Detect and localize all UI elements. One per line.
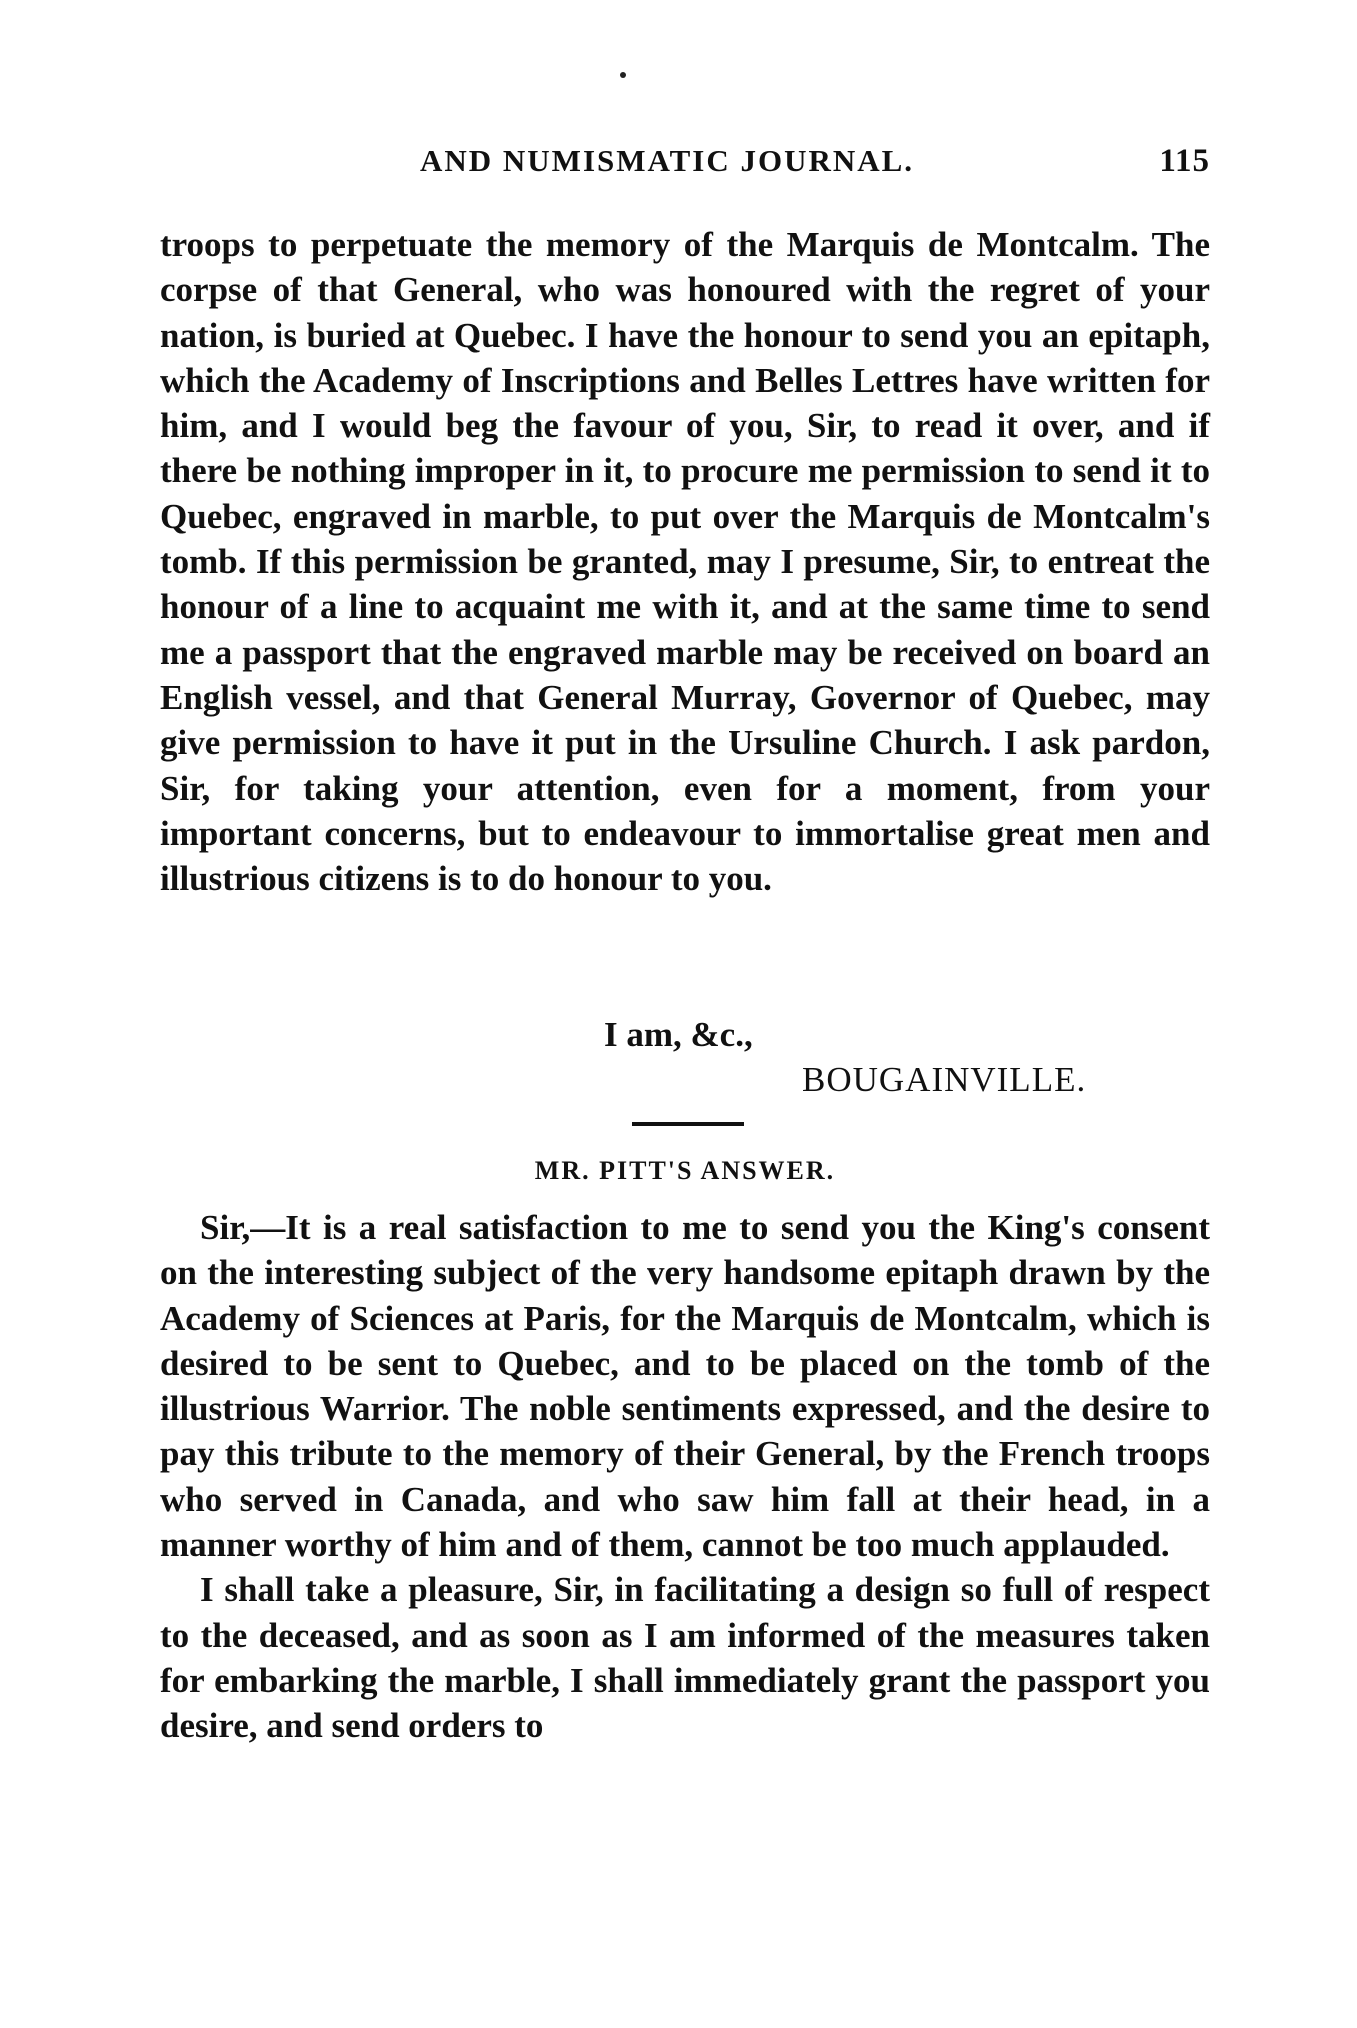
letter-body-paragraph: troops to perpetuate the memory of the Marquis de Montcalm. The corpse of that General, who was honoured with the regret of your nation, is buried at Quebec. I have the honour to send you an epitaph, which the Academy of Inscriptions and Belles Lettres have written for him, and I would beg the favour of you, Sir, to read it over, and if there be nothing improper in it, to procure me permission to send it to Quebec, engraved in marble, to put over the Marquis de Montcalm's tomb. If this permission be granted, may I presume, Sir, to entreat the honour of a line to acquaint me with it, and at the same time to send me a passport that the engraved marble may be received on board an English vessel, and that General Murray, Governor of Quebec, may give permission to have it put in the Ursuline Church. I ask pardon, Sir, for taking your attention, even for a moment, from your important concerns, but to endeavour to immortalise great men and illustrious citizens is to do honour to you. bbox=[160, 225, 1210, 899]
answer-paragraph-1: Sir,—It is a real satisfaction to me to send you the King's consent on the interesting subject of the very handsome epitaph drawn by the Academy of Sciences at Paris, for the Marquis de Montcalm, which is desired to be sent to Quebec, and to be placed on the tomb of the illustrious Warrior. The noble sentiments expressed, and the desire to pay this tribute to the memory of their General, by the French troops who served in Canada, and who saw him fall at their head, in a manner worthy of him and of them, cannot be too much applauded. bbox=[160, 1208, 1210, 1565]
letter-signature: BOUGAINVILLE. bbox=[802, 1060, 1087, 1099]
printer-dot-mark bbox=[620, 72, 626, 78]
answer-paragraph-2: I shall take a pleasure, Sir, in facilitating a design so full of respect to the deceased, and as soon as I am informed of the measures taken for embarking the marble, I shall immediately grant the passport you desire, and send orders to bbox=[160, 1570, 1210, 1746]
section-divider-rule bbox=[632, 1122, 744, 1126]
running-head bbox=[160, 143, 1210, 193]
letter-closing: I am, &c., bbox=[604, 1015, 753, 1054]
running-title: AND NUMISMATIC JOURNAL. bbox=[420, 143, 915, 178]
section-heading: MR. PITT'S ANSWER. bbox=[534, 1156, 836, 1185]
page-number: 115 bbox=[1159, 143, 1210, 179]
bougainville-letter bbox=[160, 222, 1210, 901]
pitt-answer-letter bbox=[160, 1205, 1210, 1749]
